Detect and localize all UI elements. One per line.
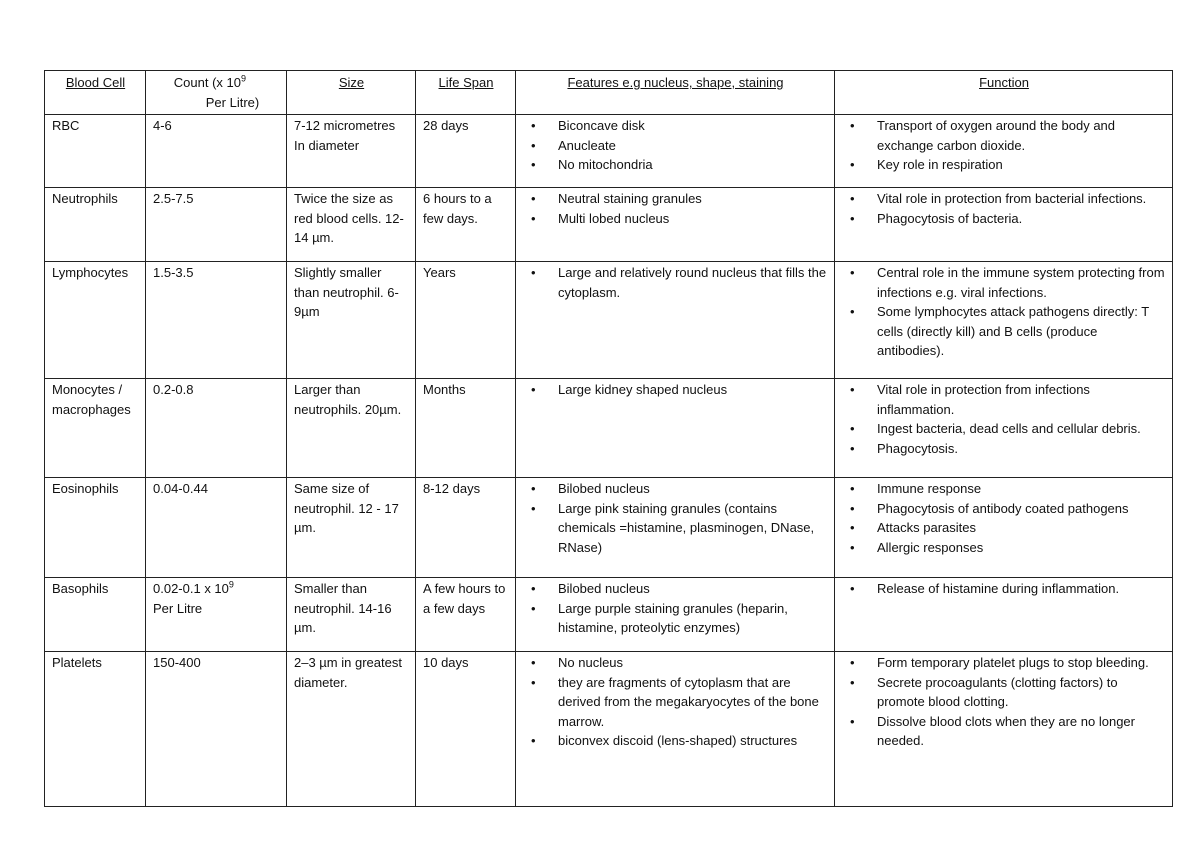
function-item: • Dissolve blood clots when they are no longer needed.	[877, 712, 1166, 751]
cell-size: Larger than neutrophils. 20µm.	[287, 379, 416, 478]
header-count-exponent: 9	[240, 73, 246, 84]
table-row	[45, 188, 1173, 262]
function-item: • Release of histamine during inflammation.	[877, 579, 1166, 599]
function-item: • Allergic responses	[877, 538, 1166, 558]
cell-function-list	[842, 189, 1166, 228]
table-row	[45, 262, 1173, 379]
count-value: 1.5-3.5	[153, 265, 194, 280]
cell-features	[516, 578, 835, 652]
header-count	[146, 71, 287, 115]
header-life-span: Life Span	[416, 71, 516, 115]
feature-item: • Large and relatively round nucleus that fills the cytoplasm.	[558, 263, 828, 302]
cell-size: Smaller than neutrophil. 14-16 µm.	[287, 578, 416, 652]
feature-item: • Multi lobed nucleus	[558, 209, 828, 229]
cell-size: Twice the size as red blood cells. 12-14 µm.	[287, 188, 416, 262]
cell-function	[835, 652, 1173, 807]
feature-item: • Anucleate	[558, 136, 828, 156]
cell-features-list	[523, 653, 828, 751]
function-item: • Attacks parasites	[877, 518, 1166, 538]
function-item: • Phagocytosis.	[877, 439, 1166, 459]
cell-life-span: A few hours to a few days	[416, 578, 516, 652]
cell-features	[516, 478, 835, 578]
count-value: 0.02-0.1 x 10	[153, 581, 229, 596]
cell-function	[835, 188, 1173, 262]
table-row	[45, 115, 1173, 188]
cell-count	[146, 115, 287, 188]
cell-function	[835, 379, 1173, 478]
feature-item: • No nucleus	[558, 653, 828, 673]
cell-name: Platelets	[45, 652, 146, 807]
function-item: • Phagocytosis of antibody coated pathogens	[877, 499, 1166, 519]
header-features: Features e.g nucleus, shape, staining	[516, 71, 835, 115]
cell-life-span: 10 days	[416, 652, 516, 807]
table-row	[45, 379, 1173, 478]
feature-item: • No mitochondria	[558, 155, 828, 175]
function-item: • Central role in the immune system protecting from infections e.g. viral infections.	[877, 263, 1166, 302]
feature-item: • Bilobed nucleus	[558, 579, 828, 599]
function-item: • Ingest bacteria, dead cells and cellular debris.	[877, 419, 1166, 439]
cell-features-list	[523, 380, 828, 400]
cell-features	[516, 188, 835, 262]
cell-name: Eosinophils	[45, 478, 146, 578]
cell-function	[835, 478, 1173, 578]
cell-function-list	[842, 263, 1166, 361]
cell-features	[516, 262, 835, 379]
cell-function-list	[842, 479, 1166, 557]
cell-count	[146, 478, 287, 578]
function-item: • Form temporary platelet plugs to stop bleeding.	[877, 653, 1166, 673]
cell-features-list	[523, 263, 828, 302]
feature-item: • biconvex discoid (lens-shaped) structures	[558, 731, 828, 751]
feature-item: • Large pink staining granules (contains chemicals =histamine, plasminogen, DNase, RNase)	[558, 499, 828, 558]
feature-item: • Biconcave disk	[558, 116, 828, 136]
count-value: 4-6	[153, 118, 172, 133]
header-size: Size	[287, 71, 416, 115]
table-header-row	[45, 71, 1173, 115]
cell-function-list	[842, 653, 1166, 751]
feature-item: • Bilobed nucleus	[558, 479, 828, 499]
cell-size: Slightly smaller than neutrophil. 6-9µm	[287, 262, 416, 379]
cell-features-list	[523, 579, 828, 638]
cell-count	[146, 188, 287, 262]
cell-count	[146, 578, 287, 652]
table-row	[45, 652, 1173, 807]
count-value: 150-400	[153, 655, 201, 670]
function-item: • Phagocytosis of bacteria.	[877, 209, 1166, 229]
cell-name: RBC	[45, 115, 146, 188]
cell-count	[146, 262, 287, 379]
cell-features-list	[523, 479, 828, 557]
function-item: • Key role in respiration	[877, 155, 1166, 175]
cell-size: 7-12 micrometres In diameter	[287, 115, 416, 188]
table-row	[45, 478, 1173, 578]
header-blood-cell: Blood Cell	[45, 71, 146, 115]
cell-function-list	[842, 579, 1166, 599]
cell-function-list	[842, 380, 1166, 458]
cell-features-list	[523, 189, 828, 228]
cell-life-span: Months	[416, 379, 516, 478]
cell-life-span: 28 days	[416, 115, 516, 188]
function-item: • Immune response	[877, 479, 1166, 499]
cell-life-span: 8-12 days	[416, 478, 516, 578]
function-item: • Some lymphocytes attack pathogens directly: T cells (directly kill) and B cells (produce antibodies).	[877, 302, 1166, 361]
cell-function	[835, 262, 1173, 379]
cell-name: Neutrophils	[45, 188, 146, 262]
cell-function-list	[842, 116, 1166, 175]
table-row	[45, 578, 1173, 652]
feature-item: • Large kidney shaped nucleus	[558, 380, 828, 400]
count-value: 2.5-7.5	[153, 191, 194, 206]
header-count-line1: Count (x 10	[173, 75, 241, 90]
cell-life-span: Years	[416, 262, 516, 379]
count-exponent: 9	[228, 579, 234, 590]
count-unit: Per Litre	[153, 600, 203, 616]
cell-size: 2–3 µm in greatest diameter.	[287, 652, 416, 807]
cell-size: Same size of neutrophil. 12 - 17 µm.	[287, 478, 416, 578]
function-item: • Secrete procoagulants (clotting factors) to promote blood clotting.	[877, 673, 1166, 712]
header-count-line2: Per Litre)	[205, 94, 260, 110]
cell-function	[835, 115, 1173, 188]
function-item: • Vital role in protection from infections inflammation.	[877, 380, 1166, 419]
cell-function	[835, 578, 1173, 652]
cell-features	[516, 115, 835, 188]
feature-item: • Neutral staining granules	[558, 189, 828, 209]
cell-name: Monocytes / macrophages	[45, 379, 146, 478]
cell-features	[516, 652, 835, 807]
header-function: Function	[835, 71, 1173, 115]
feature-item: • Large purple staining granules (heparin, histamine, proteolytic enzymes)	[558, 599, 828, 638]
function-item: • Vital role in protection from bacterial infections.	[877, 189, 1166, 209]
count-value: 0.2-0.8	[153, 382, 194, 397]
cell-count	[146, 379, 287, 478]
cell-name: Lymphocytes	[45, 262, 146, 379]
cell-life-span: 6 hours to a few days.	[416, 188, 516, 262]
count-value: 0.04-0.44	[153, 481, 208, 496]
cell-features-list	[523, 116, 828, 175]
cell-name: Basophils	[45, 578, 146, 652]
feature-item: • they are fragments of cytoplasm that are derived from the megakaryocytes of the bone marrow.	[558, 673, 828, 732]
blood-cell-table	[44, 70, 1173, 807]
function-item: • Transport of oxygen around the body and exchange carbon dioxide.	[877, 116, 1166, 155]
cell-features	[516, 379, 835, 478]
cell-count	[146, 652, 287, 807]
